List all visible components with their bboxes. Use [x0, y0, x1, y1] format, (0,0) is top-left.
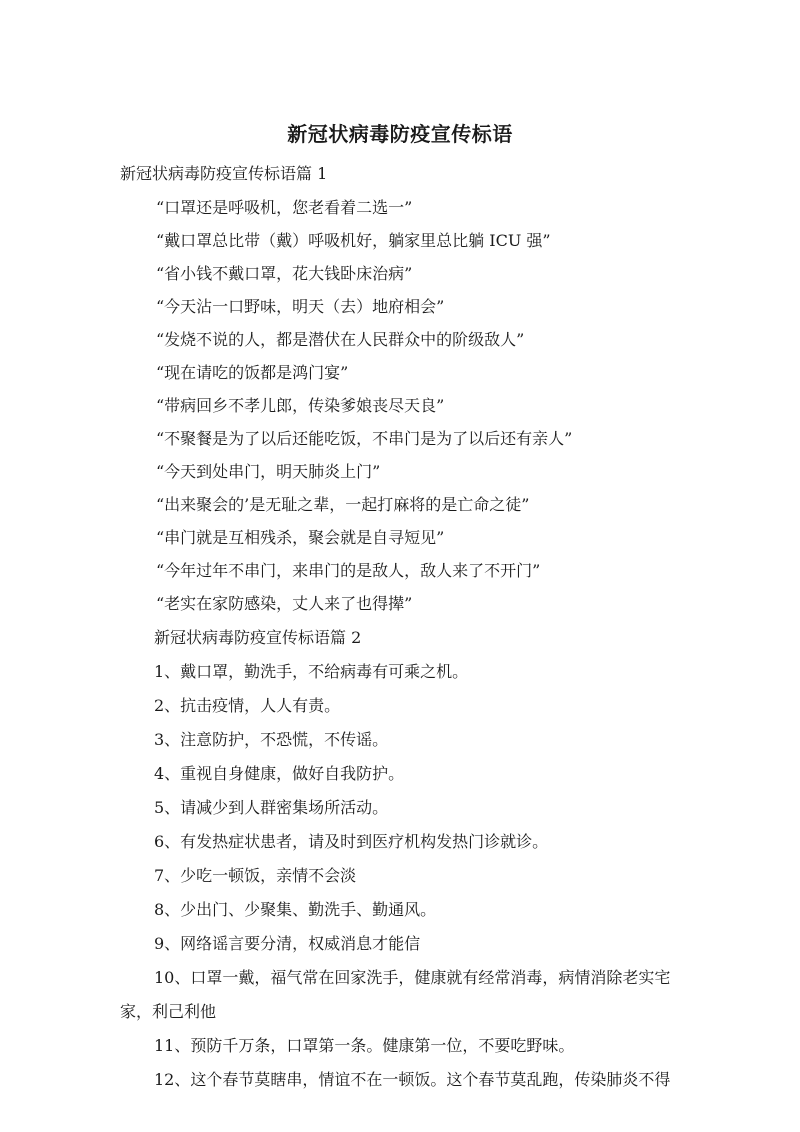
- slogan-line: “今年过年不串门，来串门的是敌人，敌人来了不开门”: [156, 561, 541, 580]
- list-item: 10、口罩一戴，福气常在回家洗手，健康就有经常消毒，病情消除老实宅: [154, 968, 671, 987]
- list-item: 2、抗击疫情，人人有责。: [154, 696, 341, 715]
- slogan-line: “今天到处串门，明天肺炎上门”: [156, 462, 381, 481]
- section-1-heading: 新冠状病毒防疫宣传标语篇 1: [120, 164, 328, 183]
- list-item-continuation: 家，利己利他: [120, 1002, 217, 1021]
- slogan-line: “老实在家防感染，丈人来了也得撵”: [156, 594, 413, 613]
- slogan-line: “省小钱不戴口罩，花大钱卧床治病”: [156, 264, 413, 283]
- list-item: 3、注意防护，不恐慌，不传谣。: [154, 730, 389, 749]
- list-item: 11、预防千万条，口罩第一条。健康第一位，不要吃野味。: [154, 1036, 575, 1055]
- slogan-line: “不聚餐是为了以后还能吃饭，不串门是为了以后还有亲人”: [156, 429, 573, 448]
- slogan-line: “口罩还是呼吸机，您老看着二选一”: [156, 198, 413, 217]
- list-item: 4、重视自身健康，做好自我防护。: [154, 764, 405, 783]
- list-item: 1、戴口罩，勤洗手，不给病毒有可乘之机。: [154, 662, 469, 681]
- list-item: 9、网络谣言要分清，权威消息才能信: [154, 934, 421, 953]
- list-item: 12、这个春节莫瞎串，情谊不在一顿饭。这个春节莫乱跑，传染肺炎不得: [154, 1070, 671, 1089]
- slogan-line: “现在请吃的饭都是鸿门宴”: [156, 363, 349, 382]
- document-title: 新冠状病毒防疫宣传标语: [287, 122, 513, 146]
- list-item: 5、请减少到人群密集场所活动。: [154, 798, 389, 817]
- slogan-line: “出来聚会的’是无耻之辈，一起打麻将的是亡命之徒”: [156, 495, 530, 514]
- list-item: 8、少出门、少聚集、勤洗手、勤通风。: [154, 900, 437, 919]
- list-item: 7、少吃一顿饭，亲情不会淡: [154, 866, 357, 885]
- slogan-line: “带病回乡不孝儿郎，传染爹娘丧尽天良”: [156, 396, 445, 415]
- slogan-line: “今天沾一口野味，明天（去）地府相会”: [156, 297, 445, 316]
- slogan-line: “发烧不说的人，都是潜伏在人民群众中的阶级敌人”: [156, 330, 525, 349]
- section-2-heading: 新冠状病毒防疫宣传标语篇 2: [154, 628, 362, 647]
- list-item: 6、有发热症状患者，请及时到医疗机构发热门诊就诊。: [154, 832, 549, 851]
- slogan-line: “串门就是互相残杀，聚会就是自寻短见”: [156, 528, 445, 547]
- slogan-line: “戴口罩总比带（戴）呼吸机好，躺家里总比躺 ICU 强”: [156, 231, 551, 250]
